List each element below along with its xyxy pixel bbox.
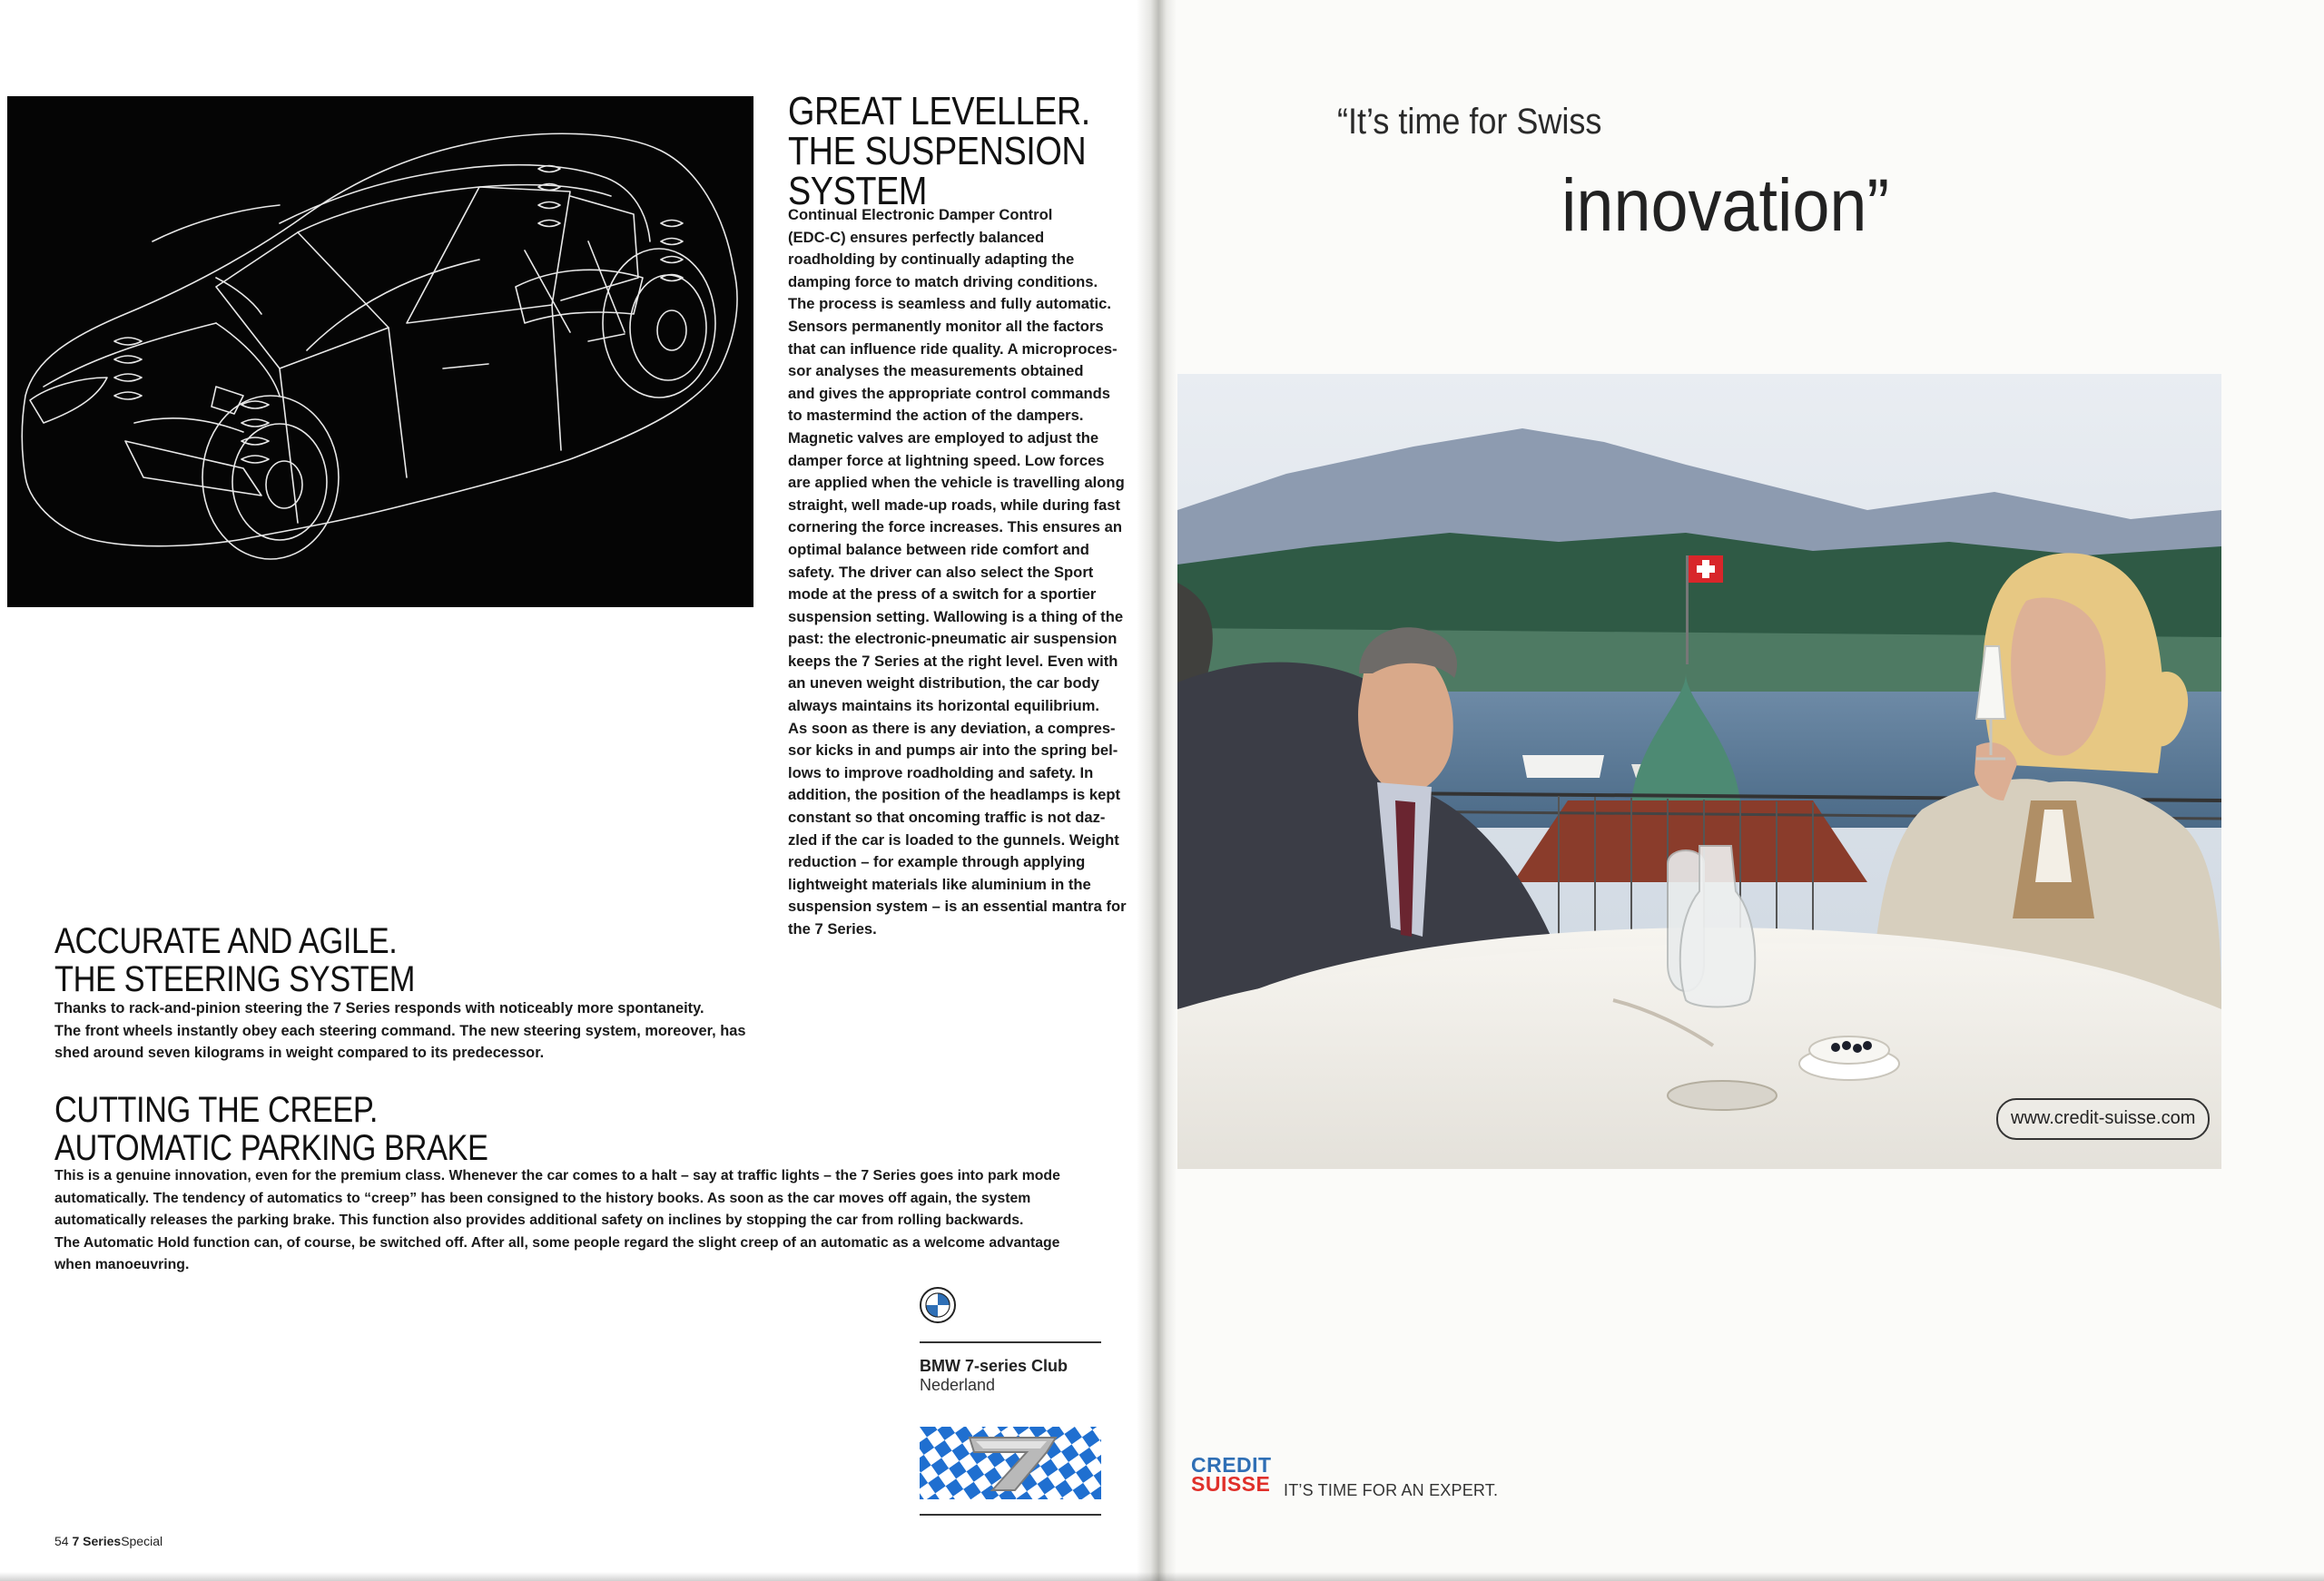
suspension-body [788,204,1128,941]
body-line: sor analyses the measurements obtained [788,362,1084,380]
spine-gutter [1137,0,1177,1581]
steering-headline [54,922,415,998]
body-line: The front wheels instantly obey each steering command. The new steering system, moreover, has [54,1022,746,1039]
page-folio [54,1534,162,1548]
magazine-name-suffix: Special [121,1534,163,1548]
suspension-illustration [7,96,753,607]
brand-name-credit: CREDIT [1191,1453,1272,1477]
parking-brake-body [54,1165,1135,1277]
body-line: Magnetic valves are employed to adjust the [788,428,1099,447]
body-line: (EDC-C) ensures perfectly balanced [788,228,1045,246]
body-line: damper force at lightning speed. Low forces [788,451,1105,469]
body-line: shed around seven kilograms in weight compared to its predecessor. [54,1045,545,1062]
body-line: mode at the press of a switch for a sportier [788,585,1097,604]
body-line: As soon as there is any deviation, a compres- [788,719,1116,737]
body-line: This is a genuine innovation, even for the premium class. Whenever the car comes to a halt – say at traffic lights – the 7 Series goes into park mode [54,1168,1060,1183]
body-line: suspension system – is an essential mantra for [788,898,1127,916]
body-line: keeps the 7 Series at the right level. Even with [788,652,1118,670]
left-page [0,0,1155,1581]
body-line: are applied when the vehicle is travelling along [788,474,1125,492]
ad-quote-line: “It’s time for Swiss [1337,102,1602,142]
suspension-headline [788,89,1090,213]
body-line: lows to improve roadholding and safety. In [788,763,1094,781]
body-line: The process is seamless and fully automatic. [788,295,1111,313]
parking-brake-headline [54,1091,488,1167]
body-line: always maintains its horizontal equilibrium. [788,697,1100,715]
body-line: automatically releases the parking brake. This function also provides additional safety on inclines by stopping the car from rolling backwards. [54,1213,1024,1229]
credit-suisse-url[interactable]: www.credit-suisse.com [1996,1098,2210,1140]
body-line: and gives the appropriate control commands [788,384,1110,402]
bmw-roundel-logo [920,1287,956,1323]
parking-brake-headline-line: CUTTING THE CREEP. [54,1090,379,1130]
magazine-name: 7 Series [72,1534,122,1548]
suspension-headline-line: SYSTEM [788,169,928,213]
body-line: lightweight materials like aluminium in the [788,875,1091,893]
steering-body [54,997,781,1065]
body-line: straight, well made-up roads, while during fast [788,496,1121,514]
brand-tagline: IT’S TIME FOR AN EXPERT. [1284,1481,1499,1499]
car-cutaway-drawing [7,96,753,607]
suspension-headline-line: THE SUSPENSION [788,129,1087,173]
page-number: 54 [54,1534,69,1548]
body-line: Continual Electronic Damper Control [788,206,1053,223]
parking-brake-headline-line: AUTOMATIC PARKING BRAKE [54,1128,488,1168]
body-line: suspension setting. Wallowing is a thing of the [788,607,1124,625]
club-name: BMW 7-series Club [920,1357,1068,1375]
body-line: zled if the car is loaded to the gunnels. Weight [788,830,1119,849]
body-line: cornering the force increases. This ensures an [788,518,1122,536]
body-line: damping force to match driving conditions. [788,272,1098,290]
body-line: sor kicks in and pumps air into the spring bel- [788,741,1118,760]
body-line: optimal balance between ride comfort and [788,540,1089,558]
club-country: Nederland [920,1376,996,1394]
body-line: roadholding by continually adapting the [788,250,1075,269]
brand-name-suisse: SUISSE [1191,1472,1271,1496]
steering-headline-line: THE STEERING SYSTEM [54,959,416,999]
body-line: reduction – for example through applying [788,853,1086,871]
body-line: past: the electronic-pneumatic air suspension [788,630,1118,648]
ad-photo-couple-terrace [1177,374,2221,1169]
body-line: to mastermind the action of the dampers. [788,407,1084,425]
body-line: Thanks to rack-and-pinion steering the 7 Series responds with noticeably more spontaneity. [54,1000,704,1016]
club-divider [920,1514,1101,1516]
body-line: safety. The driver can also select the Sport [788,563,1094,581]
body-line: automatically. The tendency of automatics to “creep” has been consigned to the history books. As soon as the car moves off again, the system [54,1190,1031,1206]
body-line: that can influence ride quality. A microproces- [788,339,1118,358]
body-line: an uneven weight distribution, the car body [788,674,1099,692]
body-line: Sensors permanently monitor all the factors [788,317,1104,335]
club-seven-badge-logo [920,1427,1101,1499]
suspension-headline-line: GREAT LEVELLER. [788,89,1090,133]
steering-headline-line: ACCURATE AND AGILE. [54,921,398,961]
body-line: The Automatic Hold function can, of course, be switched off. After all, some people regard the slight creep of an automatic as a welcome advantage [54,1234,1060,1251]
ad-quote-headline: innovation” [1561,164,1890,247]
credit-suisse-logo [1191,1453,1272,1496]
body-line: constant so that oncoming traffic is not daz- [788,809,1106,827]
page-bottom-shadow [0,1572,2324,1581]
body-line: addition, the position of the headlamps is kept [788,786,1121,804]
body-line: the 7 Series. [788,920,877,938]
club-divider [920,1341,1101,1343]
body-line: when manoeuvring. [54,1257,190,1273]
